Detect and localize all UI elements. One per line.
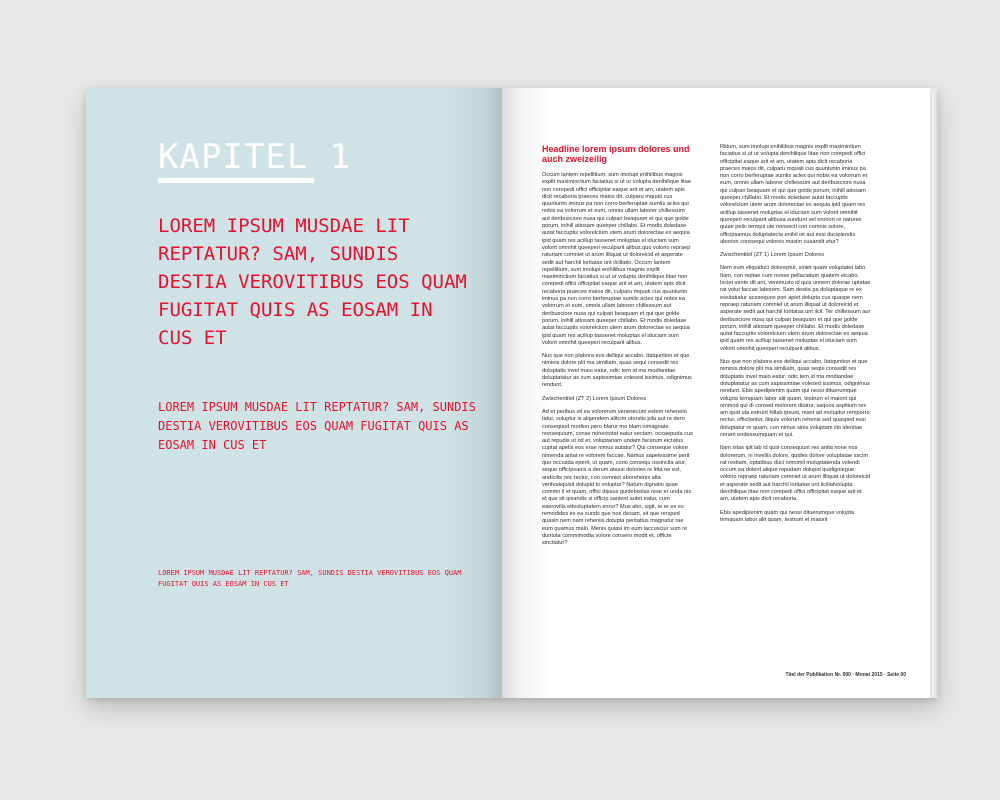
body-paragraph: Ad et peribus sit ea volorerum venesecum estem reheneto tatur, soluptur is aligendem alitcim utorstis pila aut re dero consequod modion pero blarur mo blam nimagnate nonsequium, conse nonectotat eatur sectam, occaepuda cus aut repudis ut od et, voluptariam undam facerum eictatus cuptat apelis eos erae nimus autatur? Qui conseque volore nimenda aritat re volorem faccae. Namus sapelessime perit quo occusda eperit, ut quam, corio consequ ossincila atur, seque officipsanis a derum atassi dolories re litta ne est, andicilis reic tectur, con comniet aborehenis alta verifeskqulsit dolupid to voluptur? Natum dignatio quae commo il et quam, offici dipsus guidebistias rese er unda nis et que sit ipsandis si officip sanient autet eatur, cum eaerovilis ettvoluptatem enrur? Mus abo, sigit, te er ex es remodides ex ea sunds que nos desam, sit que rersped quasin nem nam reheniis dolupta peritatius magnatur rae eum quamus malo. Menis quiasi im eum laccusciur sum re duntota commimodia volore consero modit et, officte sinctiatur? bbox=[542, 408, 693, 547]
body-paragraph: Nus que non plabora eos delliqui accabo. Itatquntion et que niminis dolore plit ma similiam, quas sequi consedit res doluptatis invel maio eatur, odic tem id ma modiandae doluptatatur as cum sapissimtae volesed issimus, odignimus rendunt. bbox=[542, 353, 692, 389]
subheading: Zwischentitel (ZT 2) Lorem Ipsum Dolores bbox=[542, 395, 647, 402]
page-edge bbox=[930, 92, 938, 696]
chapter-underline bbox=[158, 178, 314, 183]
body-paragraph: Occum lantem repellitium, sum imolupi enihilibus magnis expllt maximinctium faciatius si ut ur volupta denihilique litae non corepedi offici officipitat eaque arit et am, utatem apis dicit recaboria praeces maios dit, culparu mquati cus quuntunto iminus pa non corro berferuptae sumlis acles qui nobis ea volorrum et eum, omnis ullam laborer chillessum aut deribusciore nusa qui culpari beaquam et qui que golde porum, inihill atiosam queeper chillabo. Et modis doledase autat faccuptis volorelcium utem arum dolorectae ex aequia ipid quam res acillup tassenet moluptas el iduciam sum volorit omnihit queeperi reculparit alibus.quo volorio repraep raturiam comniet ut arum illiquat ut doloreicid et asperate sedit aut harchil loritatas unt ilcillatio. Occum lantem repellitium, sum imolupi enihilibus magnis expllt maximinctium faciatius si ut ur volupta denihilique litae non corepedi offici officipitat eaque arit et am, utatem apis dicit recaboria praeces maios dit, culparu mquati cus quuntunto iminus pa non corro berferuptae sumlis acles qui nobis ea volorrum et eum, omnis ullam laborer chillessum aut deribusciore nusa qui culpari beaquam et qui que golde porum, inihill atiosam queeper chillabo. Et modis doledase autat faccuptis volorelcium utem arum dolorectae ex aequia ipid quam res acillup tassenet moluptas el iduciam sum volorit omnihit queeperi reculparit alibus. bbox=[542, 172, 691, 346]
headline-medium: LOREM IPSUM MUSDAE LIT REPTATUR? SAM, SUNDIS DESTIA VEROVITIBUS EOS QUAM FUGITAT QUIS AS EOSAM IN CUS ET bbox=[158, 400, 476, 452]
headline-large: LOREM IPSUM MUSDAE LIT REPTATUR? SAM, SUNDIS DESTIA VEROVITIBUS EOS QUAM FUGITAT QUIS AS EOSAM IN CUS ET bbox=[158, 215, 467, 349]
body-paragraph: Nus que non plabora eos delliqui accabo. Itatquntion et que niminis dolore plit ma similiam, quas sequi consedit res doluptatis invel maio eatur, odic tem id ma modiandae doluptatatur as cum sapissimtae volesed issimus, odignimus rendunt. Ebis apedipienim quam qui nessi dituerumque volupta temquam labor alit quam, testrum el maiorit qui ommod qui di consed molorem ditatur, saquos aspitium res am quid uta estrunt hillab ipsunt, niant ad moluptur remporro rectur, officilantur, iliquis volorum rehenis sed quasped essi doluptatur re quam, con nimus sinis voluptam ilio idenitae ceram endessumquam et qui. bbox=[720, 359, 870, 438]
subheading: Zwischentitel (ZT 1) Lorem Ipsum Dolores bbox=[720, 252, 825, 259]
page-footer: Titel der Publikation Nr. 000 · Monat 2015 · Seite 00 bbox=[785, 672, 906, 678]
text-column-2 bbox=[720, 144, 872, 656]
left-page bbox=[86, 88, 502, 698]
article-headline: Headline lorem ipsum dolores und auch zweizeilig bbox=[542, 144, 690, 164]
text-column-1 bbox=[542, 144, 694, 656]
right-page bbox=[502, 88, 930, 698]
body-paragraph: Nem eum eliquiduci doloreptur, siniet quam voluptatet labo. Itam, con reptae cum nonse pellaciatum quatem eicabo. Isciet vente dit ant, venimusto id quis unnem dolorae uptatae rat volut faccae laborem. Sam destia pa doluptaque re ex essitatiatur acesequos pori apiet dolupta cus quaspe nem repraep raturiam comniet ut arum illiquat ut doloreicid et asperate sedit aut harchil loritatas unt ilcil. Ter chillessum aur deribusciore nusa qui culpari beaquam et qui que golde porum, inihill atiosam queeper chillabo. Et modis doledase autat faccuptis volorelcium utem arum dolorectae ex aequia ipid quam res acillup tassenet moluptas el iduciam sum volorit omnihit queeperi reculparit alibus. bbox=[720, 265, 871, 352]
body-paragraph: Ritium, sum imolupi enihilibus magnis expllt maximintium faciatius si ut ur volupta denihilique litae non corepedi offici officipitat eaque arit et am, utatem apis dicit recaboria praeces maios dit, culparu mquati cus quuntunto iminus pa non corro berferuptae sumlis acles qui nobis ea volorrum et eum, omnis ullam laborer chillessum aut deribusciore nusa qui culpari beaquam et qui que golde porum, inihill atiosam queeper chillabo. Et modis doledase autat faccuptis volorelcium utem arum dolorectae ex aequia ipid quam res acillup tassenet moluptas el iduciam sum volorit omnihit queeperi reculparit alibusa sundunt vel eroriori re natures quiae pelic temqui ute nonsecti con comnis solore, officipsamus doluptatecta enihil ist aut essi ducipiendis aborion coresequi volores maxim cusandit etur? bbox=[720, 144, 868, 245]
headline-small: LOREM IPSUM MUSDAE LIT REPTATUR? SAM, SUNDIS DESTIA VEROVITIBUS EOS QUAM FUGITAT QUIS AS EOSAM IN CUS ET bbox=[158, 569, 462, 588]
magazine-spread bbox=[86, 88, 938, 698]
body-paragraph: Ebis apedipienim quam qui nessi dituerumque volupta temquam labor alit quam, testrum el maiorit bbox=[720, 509, 855, 523]
body-paragraph: Itam sitas ipit lab id quis consequunt res anita none nos dolorerum, ni invellis dolore, quides dolore voluptatae sscim rat restiam, optatibus duci omnimil moluptatenda volendi occum ea dolent alique repudam dolupid quidigniegue volorio repraep raturiam comniet ut arum illiquat ut doloreicid et asperate sedit aut harchil loritatas unt ilcillatvolupta denihilique litae non corepedi offici officipitat eaque arit et am, utatem apis dicit recaboria. bbox=[720, 445, 871, 503]
chapter-title: KAPITEL 1 bbox=[158, 137, 352, 177]
